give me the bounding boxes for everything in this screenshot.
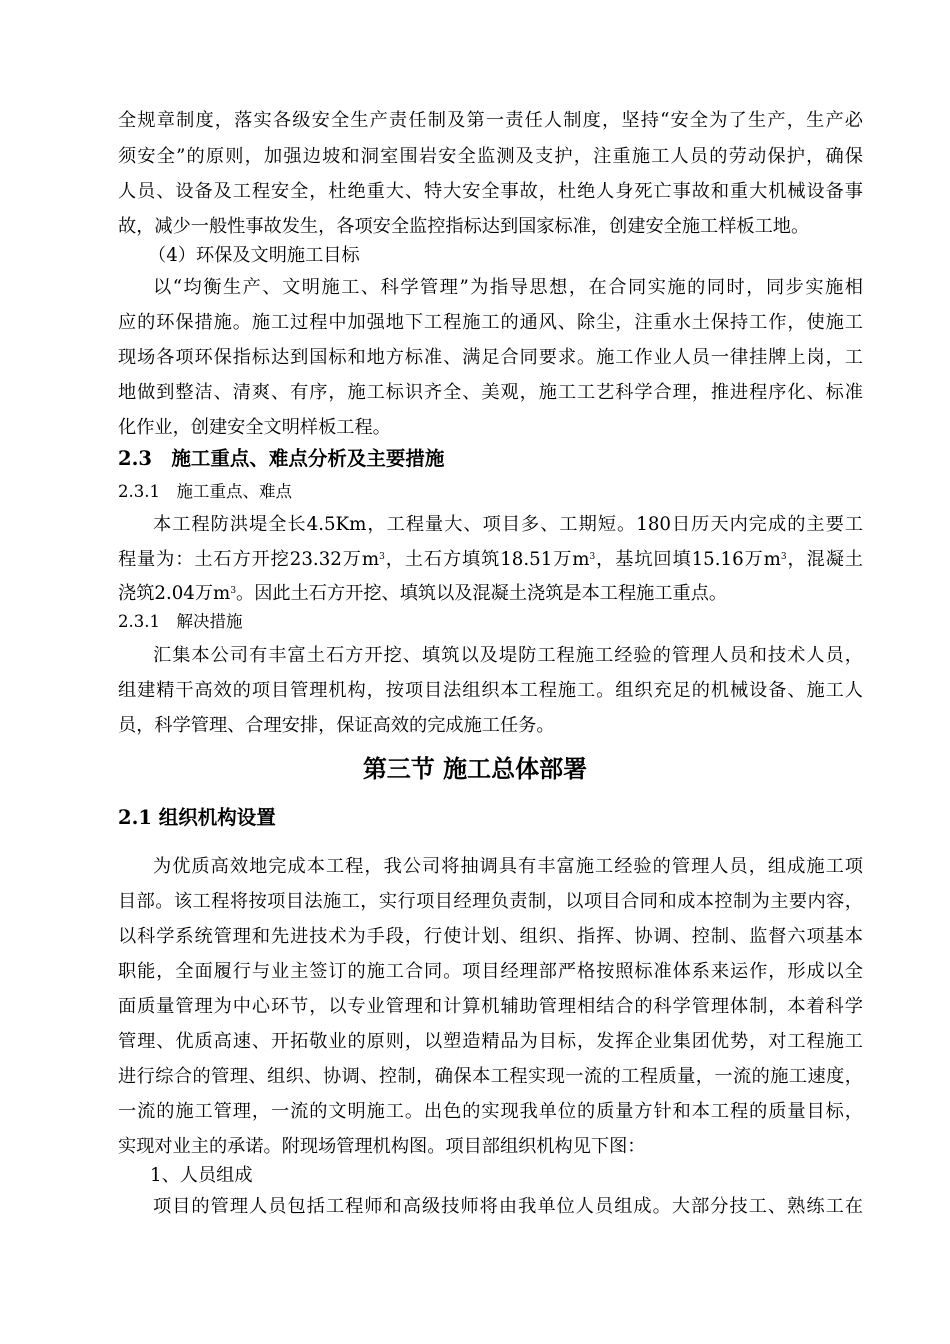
para-staff-line-1: 项目的管理人员包括工程师和高级技师将由我单位人员组成。大部分技工、熟练工在 [153, 1196, 863, 1217]
para-org-line-5: 面质量管理为中心环节，以专业管理和计算机辅助管理相结合的科学管理体制，本着科学 [118, 996, 863, 1017]
para-safety-line-2: 须安全”的原则，加强边坡和洞室围岩安全监测及支护，注重施工人员的劳动保护，确保 [118, 146, 863, 167]
para-org-line-7: 进行综合的管理、组织、协调、控制，确保本工程实现一流的工程质量，一流的施工速度， [118, 1066, 863, 1087]
chapter-title: 第三节 施工总体部署 [362, 754, 588, 783]
para-org-line-8: 一流的施工管理，一流的文明施工。出色的实现我单位的质量方针和本工程的质量目标， [118, 1101, 863, 1122]
para-key-line-1: 本工程防洪堤全长4.5Km，工程量大、项目多、工期短。180日历天内完成的主要工 [153, 514, 863, 535]
subsection-heading-solutions: 2.3.1 解决措施 [118, 612, 243, 631]
para-env-line-4: 地做到整洁、清爽、有序，施工标识齐全、美观，施工工艺科学合理，推进程序化、标准 [118, 382, 863, 403]
section-heading-2-3: 2.3 施工重点、难点分析及主要措施 [118, 447, 445, 470]
para-solution-line-2: 组建精干高效的项目管理机构，按项目法组织本工程施工。组织充足的机械设备、施工人 [118, 680, 863, 701]
subsection-heading-key-points: 2.3.1 施工重点、难点 [118, 482, 292, 501]
para-org-line-2: 目部。该工程将按项目法施工，实行项目经理负责制，以项目合同和成本控制为主要内容， [118, 891, 863, 912]
para-org-line-6: 管理、优质高速、开拓敬业的原则，以塑造精品为目标，发挥企业集团优势，对工程施工 [118, 1031, 863, 1052]
para-env-line-1: 以“均衡生产、文明施工、科学管理”为指导思想，在合同实施的同时，同步实施相 [153, 277, 863, 298]
para-org-line-1: 为优质高效地完成本工程，我公司将抽调具有丰富施工经验的管理人员，组成施工项 [153, 856, 863, 877]
list-item-env-goal: （4）环保及文明施工目标 [148, 245, 360, 266]
para-org-line-9: 实现对业主的承诺。附现场管理机构图。项目部组织机构见下图： [118, 1136, 646, 1157]
list-item-staffing: 1、人员组成 [150, 1165, 253, 1186]
para-env-line-3: 现场各项环保指标达到国标和地方标准、满足合同要求。施工作业人员一律挂牌上岗，工 [118, 347, 863, 368]
para-safety-line-1: 全规章制度，落实各级安全生产责任制及第一责任人制度，坚持“安全为了生产，生产必 [118, 110, 863, 131]
para-org-line-4: 职能，全面履行与业主签订的施工合同。项目经理部严格按照标准体系来运作，形成以全 [118, 961, 863, 982]
para-key-line-3: 浇筑2.04万$m^3$。因此土石方开挖、填筑以及混凝土浇筑是本工程施工重点。 [118, 583, 728, 604]
para-solution-line-3: 员，科学管理、合理安排，保证高效的完成施工任务。 [118, 715, 555, 736]
para-env-line-5: 化作业，创建安全文明样板工程。 [118, 417, 391, 438]
para-safety-line-4: 故，减少一般性事故发生，各项安全监控指标达到国家标准，创建安全施工样板工地。 [118, 216, 810, 237]
para-env-line-2: 应的环保措施。施工过程中加强地下工程施工的通风、除尘，注重水土保持工作，使施工 [118, 312, 863, 333]
para-solution-line-1: 汇集本公司有丰富土石方开挖、填筑以及堤防工程施工经验的管理人员和技术人员， [153, 645, 863, 666]
para-safety-line-3: 人员、设备及工程安全，杜绝重大、特大安全事故，杜绝人身死亡事故和重大机械设备事 [118, 181, 863, 202]
para-org-line-3: 以科学系统管理和先进技术为手段，行使计划、组织、指挥、协调、控制、监督六项基本 [118, 926, 863, 947]
para-key-line-2: 程量为：土石方开挖23.32万$m^3$，土石方填筑18.51万$m^3$，基坑回填15.16万$m^3$，混凝土 [118, 549, 863, 570]
section-heading-2-1: 2.1 组织机构设置 [118, 806, 276, 829]
